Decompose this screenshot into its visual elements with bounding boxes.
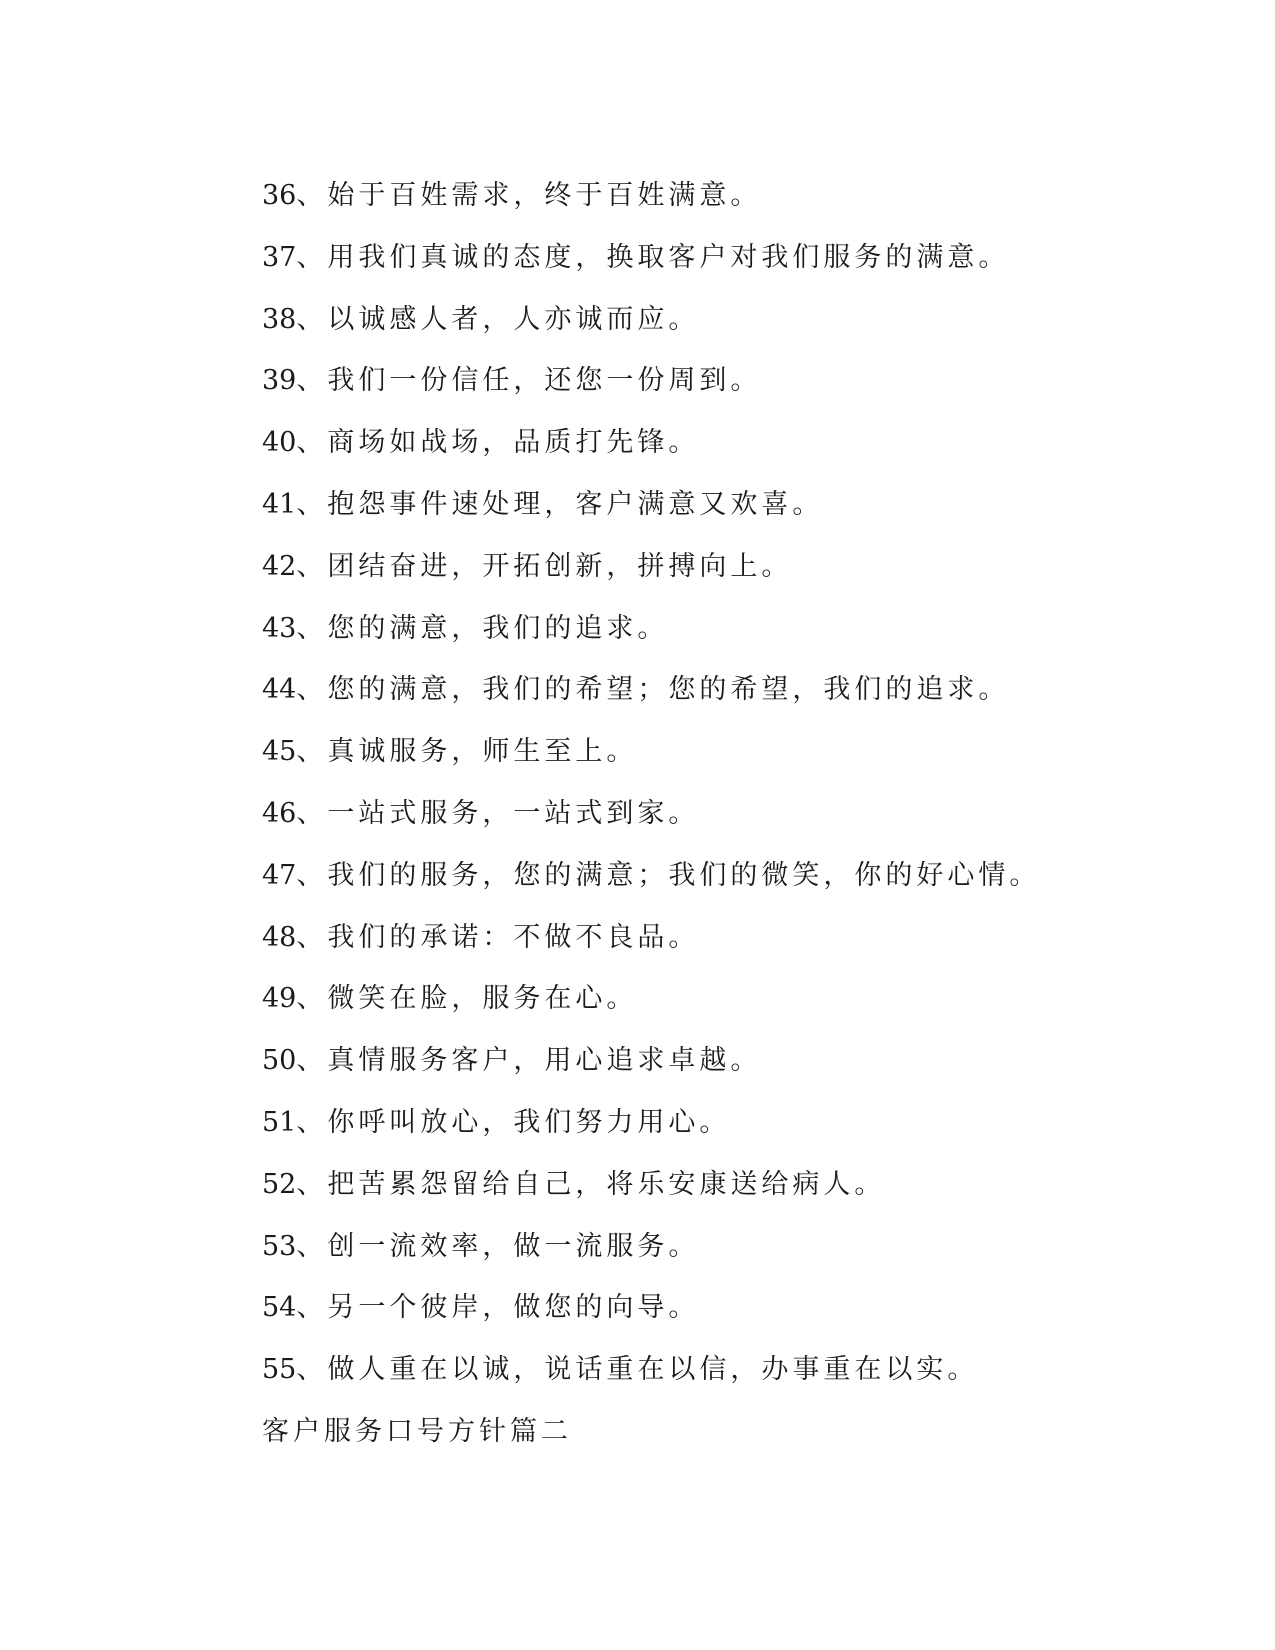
list-item (262, 721, 1222, 783)
item-text: 、真诚服务，师生至上。 (296, 736, 638, 768)
list-item (262, 165, 1222, 227)
item-text: 、微笑在脸，服务在心。 (296, 983, 638, 1015)
item-number: 43 (262, 612, 297, 644)
item-number: 47 (262, 859, 297, 891)
list-item (262, 350, 1222, 412)
slogan-list (262, 165, 1222, 1463)
list-item (262, 474, 1222, 536)
item-text: 、一站式服务，一站式到家。 (296, 797, 700, 829)
item-text: 、您的满意，我们的追求。 (296, 612, 669, 644)
list-item (262, 412, 1222, 474)
item-number: 38 (262, 303, 297, 335)
item-text: 、抱怨事件速处理，客户满意又欢喜。 (296, 488, 824, 520)
item-text: 、团结奋进，开拓创新，拼搏向上。 (296, 550, 793, 582)
item-text: 、你呼叫放心，我们努力用心。 (296, 1106, 731, 1138)
item-text: 、做人重在以诚，说话重在以信，办事重在以实。 (296, 1354, 979, 1386)
item-number: 46 (262, 797, 297, 829)
item-text: 、我们的承诺：不做不良品。 (296, 921, 700, 953)
list-item (262, 289, 1222, 351)
item-text: 、您的满意，我们的希望；您的希望，我们的追求。 (296, 674, 1010, 706)
list-item (262, 783, 1222, 845)
item-number: 49 (262, 983, 297, 1015)
item-text: 、另一个彼岸，做您的向导。 (296, 1292, 700, 1324)
item-text: 、用我们真诚的态度，换取客户对我们服务的满意。 (296, 241, 1010, 273)
item-number: 53 (262, 1230, 297, 1262)
item-number: 51 (262, 1106, 297, 1138)
list-item (262, 907, 1222, 969)
item-text: 、始于百姓需求，终于百姓满意。 (296, 180, 762, 211)
list-item (262, 227, 1222, 289)
list-item (262, 1216, 1222, 1278)
list-item (262, 1030, 1222, 1092)
list-item (262, 536, 1222, 598)
item-number: 52 (262, 1168, 297, 1200)
list-item (262, 1339, 1222, 1401)
list-item (262, 598, 1222, 660)
item-number: 37 (262, 241, 297, 273)
item-number: 42 (262, 550, 297, 582)
item-number: 36 (262, 180, 297, 211)
item-text: 、以诚感人者，人亦诚而应。 (296, 303, 700, 335)
item-number: 41 (262, 488, 297, 520)
item-number: 50 (262, 1045, 297, 1077)
list-item (262, 659, 1222, 721)
item-number: 44 (262, 674, 297, 706)
list-item (262, 968, 1222, 1030)
item-number: 48 (262, 921, 297, 953)
list-item (262, 845, 1222, 907)
item-text: 、我们的服务，您的满意；我们的微笑，你的好心情。 (296, 859, 1041, 891)
item-number: 54 (262, 1292, 297, 1324)
item-number: 40 (262, 427, 297, 459)
list-item (262, 1154, 1222, 1216)
item-number: 45 (262, 736, 297, 768)
item-text: 、创一流效率，做一流服务。 (296, 1230, 700, 1262)
item-text: 、真情服务客户，用心追求卓越。 (296, 1045, 762, 1077)
section-heading: 客户服务口号方针篇二 (262, 1415, 572, 1447)
list-item (262, 1277, 1222, 1339)
list-item (262, 1092, 1222, 1154)
item-text: 、把苦累怨留给自己，将乐安康送给病人。 (296, 1168, 886, 1200)
item-number: 55 (262, 1354, 297, 1386)
item-text: 、我们一份信任，还您一份周到。 (296, 365, 762, 397)
item-number: 39 (262, 365, 297, 397)
item-text: 、商场如战场，品质打先锋。 (296, 427, 700, 459)
